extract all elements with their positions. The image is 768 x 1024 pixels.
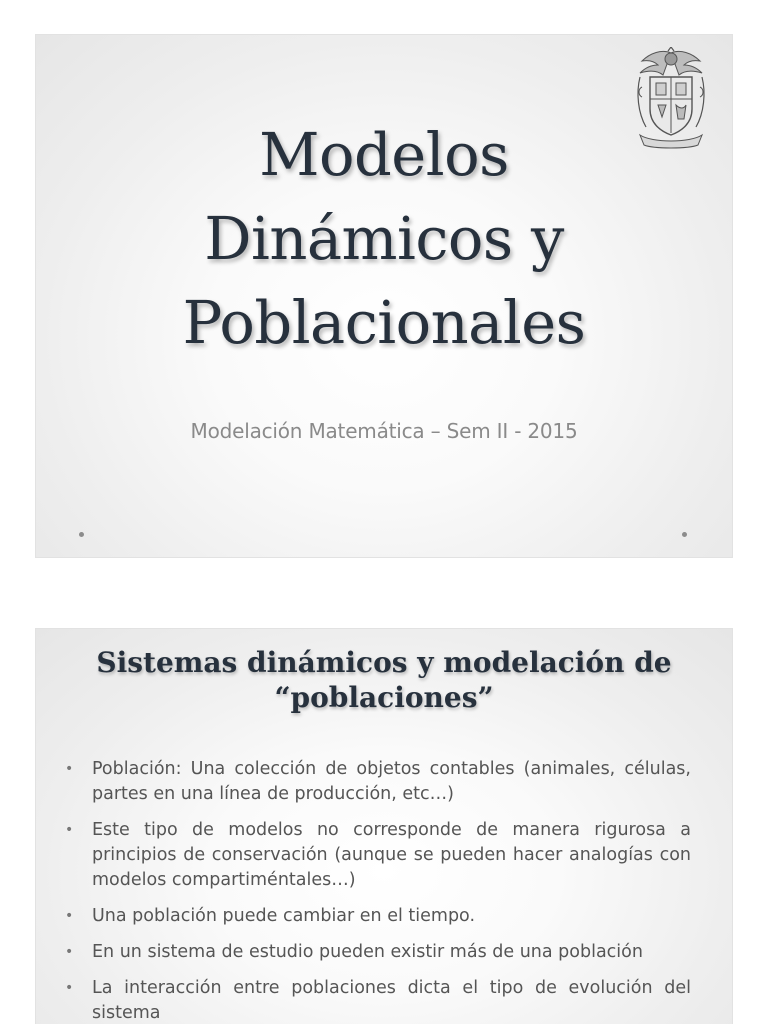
decorative-dot-left bbox=[79, 532, 84, 537]
list-item bbox=[61, 940, 691, 965]
slide-2-title bbox=[56, 645, 712, 715]
bullet-icon: • bbox=[65, 822, 74, 838]
title-line: Modelos bbox=[259, 120, 509, 189]
title-line: Poblacionales bbox=[182, 288, 586, 357]
bullet-icon: • bbox=[65, 908, 74, 924]
list-item bbox=[61, 757, 691, 807]
slide-1-subtitle: Modelación Matemática – Sem II - 2015 bbox=[190, 419, 578, 443]
decorative-dot-right bbox=[682, 532, 687, 537]
bullet-text: En un sistema de estudio pueden existir más de una población bbox=[92, 942, 643, 962]
bullet-text: Una población puede cambiar en el tiempo. bbox=[92, 906, 476, 926]
bullet-list bbox=[61, 757, 691, 1024]
list-item bbox=[61, 818, 691, 893]
title-line: Sistemas dinámicos y modelación de bbox=[96, 646, 672, 679]
bullet-icon: • bbox=[65, 761, 74, 777]
bullet-text: Este tipo de modelos no corresponde de manera rigurosa a principios de conservación (aunque se pueden hacer analogías con modelos compartiméntales…) bbox=[92, 820, 691, 890]
title-line: “poblaciones” bbox=[274, 681, 494, 714]
slide-1-title bbox=[36, 113, 732, 365]
slide-1 bbox=[35, 34, 733, 558]
slide-2 bbox=[35, 628, 733, 1024]
bullet-text: Población: Una colección de objetos contables (animales, células, partes en una línea de producción, etc…) bbox=[92, 759, 691, 804]
list-item bbox=[61, 904, 691, 929]
list-item bbox=[61, 976, 691, 1024]
bullet-icon: • bbox=[65, 980, 74, 996]
title-line: Dinámicos y bbox=[204, 204, 564, 273]
bullet-text: La interacción entre poblaciones dicta el tipo de evolución del sistema bbox=[92, 978, 691, 1023]
bullet-icon: • bbox=[65, 944, 74, 960]
